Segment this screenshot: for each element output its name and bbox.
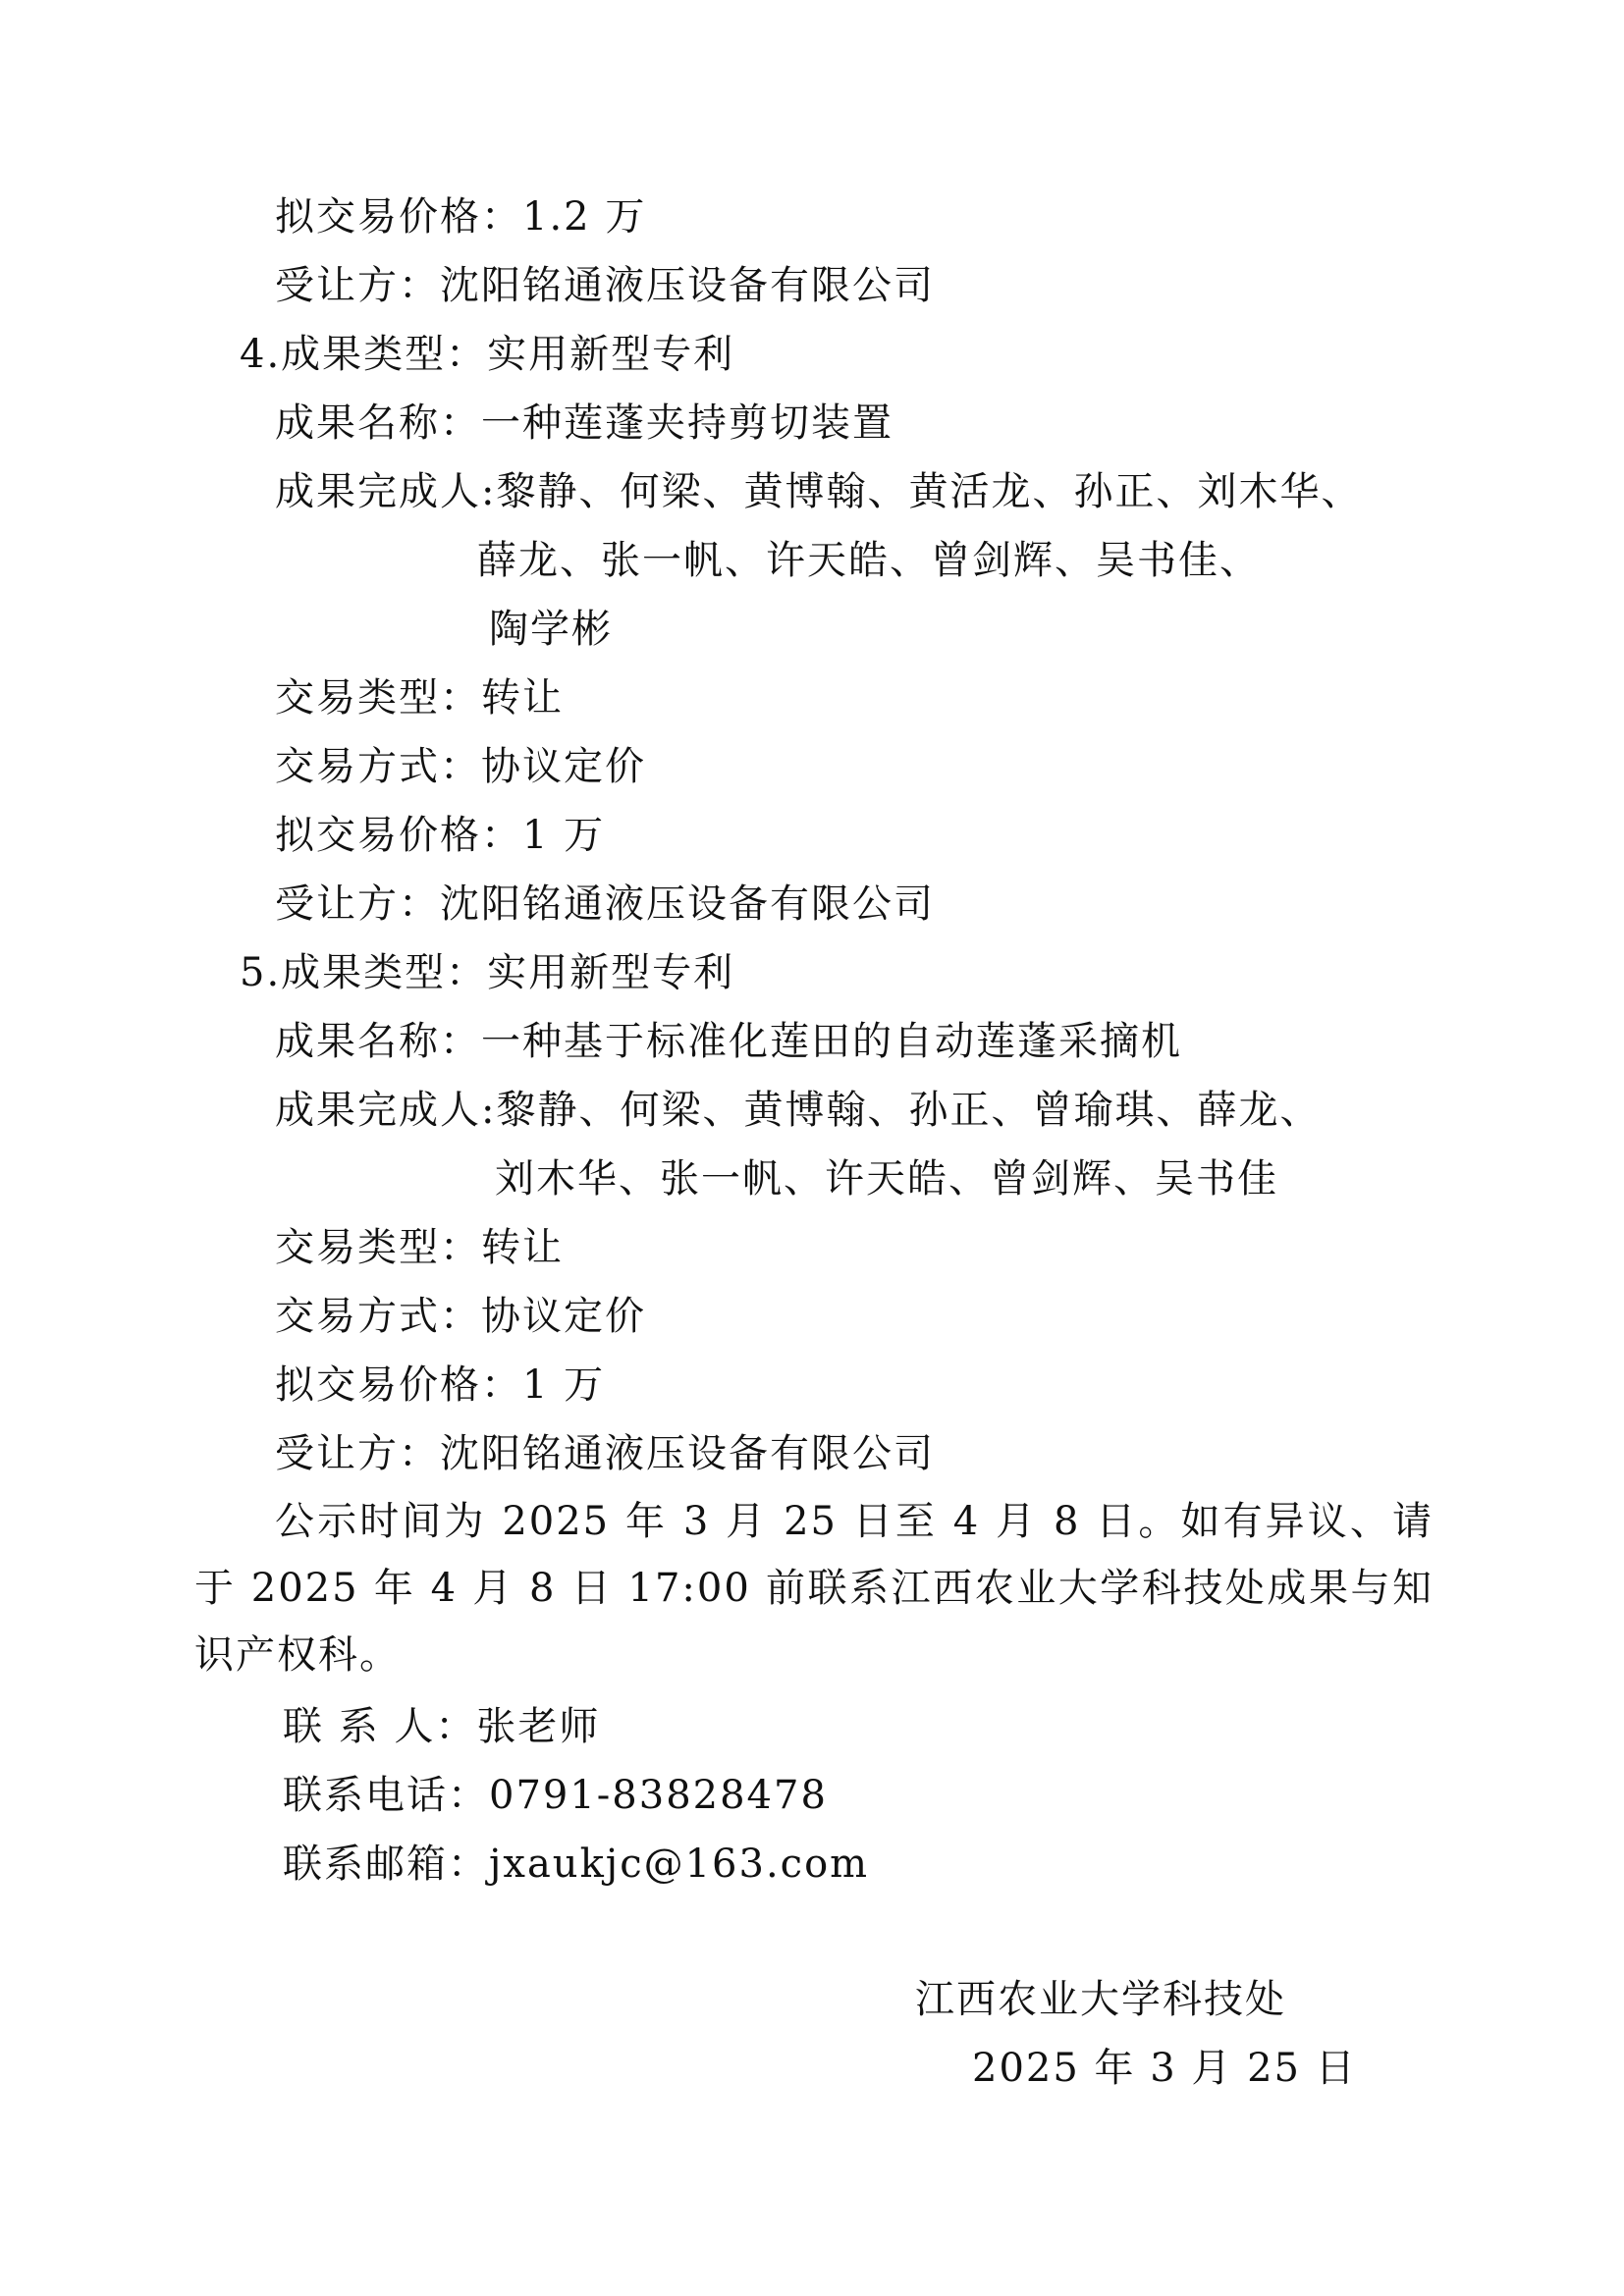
contact-person: 联 系 人：张老师 xyxy=(283,1704,601,1749)
item4-trade-method: 交易方式：协议定价 xyxy=(275,744,646,789)
item5-people-line1: 成果完成人:黎静、何梁、黄博翰、孙正、曾瑜琪、薛龙、 xyxy=(275,1088,1322,1133)
item4-assignee: 受让方：沈阳铭通液压设备有限公司 xyxy=(275,881,935,927)
item4-people-line3: 陶学彬 xyxy=(489,607,613,652)
contact-phone: 联系电话：0791-83828478 xyxy=(283,1773,828,1818)
item4-price: 拟交易价格：1 万 xyxy=(275,813,606,858)
item4-people-line2: 薛龙、张一帆、许天皓、曾剑辉、吴书佳、 xyxy=(477,538,1261,583)
item5-name: 成果名称：一种基于标准化莲田的自动莲蓬采摘机 xyxy=(275,1019,1182,1064)
contact-email: 联系邮箱：jxaukjc@163.com xyxy=(283,1842,870,1887)
item4-people-line1: 成果完成人:黎静、何梁、黄博翰、黄活龙、孙正、刘木华、 xyxy=(275,469,1363,514)
item5-trade-type: 交易类型：转让 xyxy=(275,1225,564,1270)
item5-type: 5.成果类型：实用新型专利 xyxy=(240,950,735,995)
item4-name: 成果名称：一种莲蓬夹持剪切装置 xyxy=(275,400,893,446)
notice-paragraph: 公示时间为 2025 年 3 月 25 日至 4 月 8 日。如有异议、请于 2025 年 4 月 8 日 17:00 前联系江西农业大学科技处成果与知识产权科。 xyxy=(194,1499,1434,1678)
item5-assignee: 受让方：沈阳铭通液压设备有限公司 xyxy=(275,1431,935,1476)
signature-org: 江西农业大学科技处 xyxy=(915,1977,1286,2022)
item4-type: 4.成果类型：实用新型专利 xyxy=(240,332,735,377)
item3-price: 拟交易价格：1.2 万 xyxy=(275,194,647,240)
item5-people-line2: 刘木华、张一帆、许天皓、曾剑辉、吴书佳 xyxy=(495,1156,1278,1201)
item5-trade-method: 交易方式：协议定价 xyxy=(275,1294,646,1339)
signature-date: 2025 年 3 月 25 日 xyxy=(972,2046,1357,2091)
item3-assignee: 受让方：沈阳铭通液压设备有限公司 xyxy=(275,263,935,308)
item4-trade-type: 交易类型：转让 xyxy=(275,675,564,721)
item5-price: 拟交易价格：1 万 xyxy=(275,1362,606,1408)
